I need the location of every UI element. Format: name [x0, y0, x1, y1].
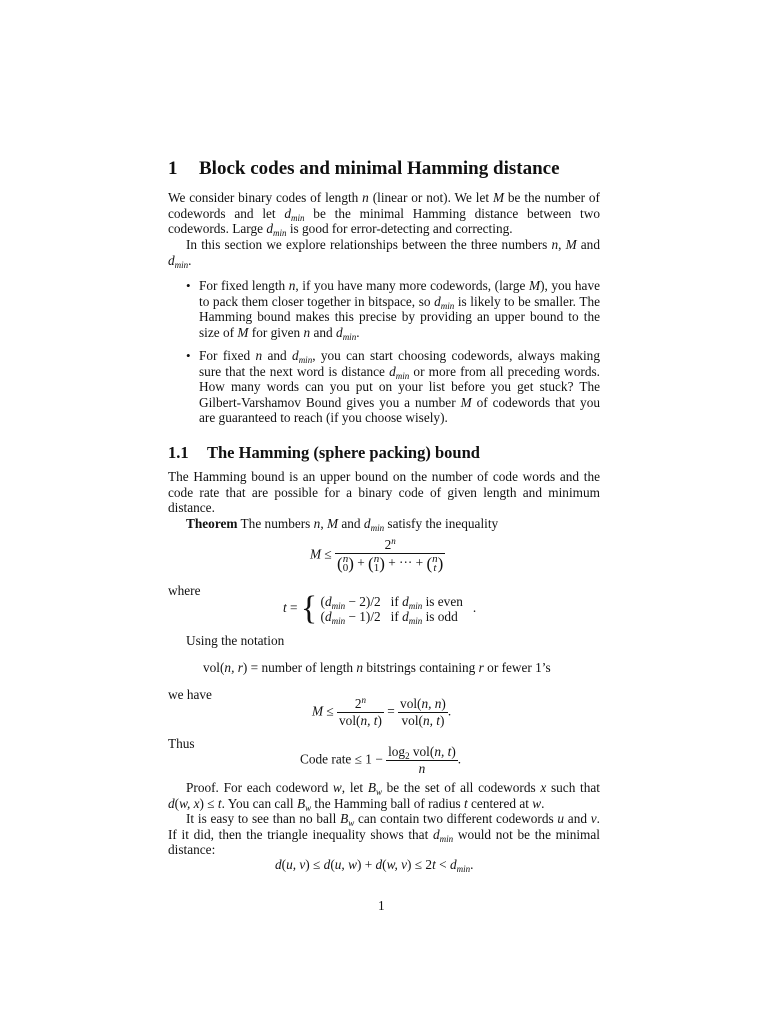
- hamming-bound-equation: M ≤ 2$^n$ (n 0) + (n 1) + ··· + (n t): [310, 536, 444, 574]
- page-number: 1: [378, 898, 385, 913]
- vol-bound-equation: M ≤ $\frac{2^n}{\text{vol(n, t)}}$ = $\frac{\text{vol(n, n)}}{\text{vol(n, t)}}$ .: [312, 695, 452, 728]
- hamming-bound-paragraph: The Hamming bound is an upper bound on the number of code words and the code rate that are possible for a binary code of given length and minimum distance.: [168, 469, 600, 516]
- we-have-label: we have: [168, 687, 212, 702]
- bullet-item-fixed-n-dmin: For fixed n and $d_{min}$, you can start choosing codewords, always making sure that the next word is distance $d_{min}$ or more from all preceding words. How many words can you put on your list before you get stuck? The Gilbert-Varshamov Bound gives you a number M of codewords that you are guaranteed to reach (if you choose wisely).: [199, 348, 600, 426]
- theorem-label: Theorem: [186, 516, 238, 531]
- intro-paragraph: We consider binary codes of length n (linear or not). We let M be the number of codewords and let $d_{min}$ be the minimal Hamming distance between two codewords. Large $d_{min}$ is good for error-detecting and correcting.: [168, 190, 600, 239]
- using-notation-label: Using the notation: [186, 633, 285, 648]
- bullet-marker: •: [186, 278, 191, 293]
- subsection-number: 1.1: [168, 443, 189, 462]
- where-label: where: [168, 583, 201, 598]
- bullet-item-fixed-length: For fixed length n, if you have many more codewords, (large M), you have to pack them closer together in bitspace, so $d_{min}$ is likely to be smaller. The Hamming bound makes this precise by providing an upper bound to the size of M for given n and $d_{min}$.: [199, 278, 600, 342]
- code-rate-equation: Code rate ≤ 1 − $\frac{\log_2 vol(n, t)}{n}$ .: [300, 744, 462, 776]
- triangle-inequality-equation: d(u, v) ≤ d(u, w) + d(w, $v) \le 2t < d_{min}$.: [275, 857, 474, 874]
- bullet-marker: •: [186, 348, 191, 363]
- section-title: Block codes and minimal Hamming distance: [199, 158, 560, 179]
- t-definition-equation: t = { $(d_{min} - 2)/2$ if $d_{min}$ is even $(d_{min} - 1)/2$ if $d_{min}$ is odd .: [283, 590, 477, 627]
- section-number: 1: [168, 158, 178, 179]
- proof-paragraph: Proof. For each codeword w, let $B_w$ be the set of all codewords x such that d(w, x) ≤ t. You can call $B_w$ the Hamming ball of radius t centered at w.: [168, 780, 600, 813]
- explore-paragraph: In this section we explore relationships between the three numbers n, M and $d_{min}$.: [168, 237, 600, 270]
- triangle-paragraph: It is easy to see than no ball $B_w$ can contain two different codewords u and v. If it did, then the triangle inequality shows that $d_{min}$ would not be the minimal distance:: [168, 811, 600, 858]
- vol-definition-equation: vol(n, r) = number of length n bitstrings containing r or fewer 1’s: [203, 660, 551, 675]
- thus-label: Thus: [168, 736, 195, 751]
- subsection-title: The Hamming (sphere packing) bound: [207, 443, 480, 462]
- theorem-statement: Theorem The numbers n, M and $d_{min}$ satisfy the inequality: [186, 516, 499, 533]
